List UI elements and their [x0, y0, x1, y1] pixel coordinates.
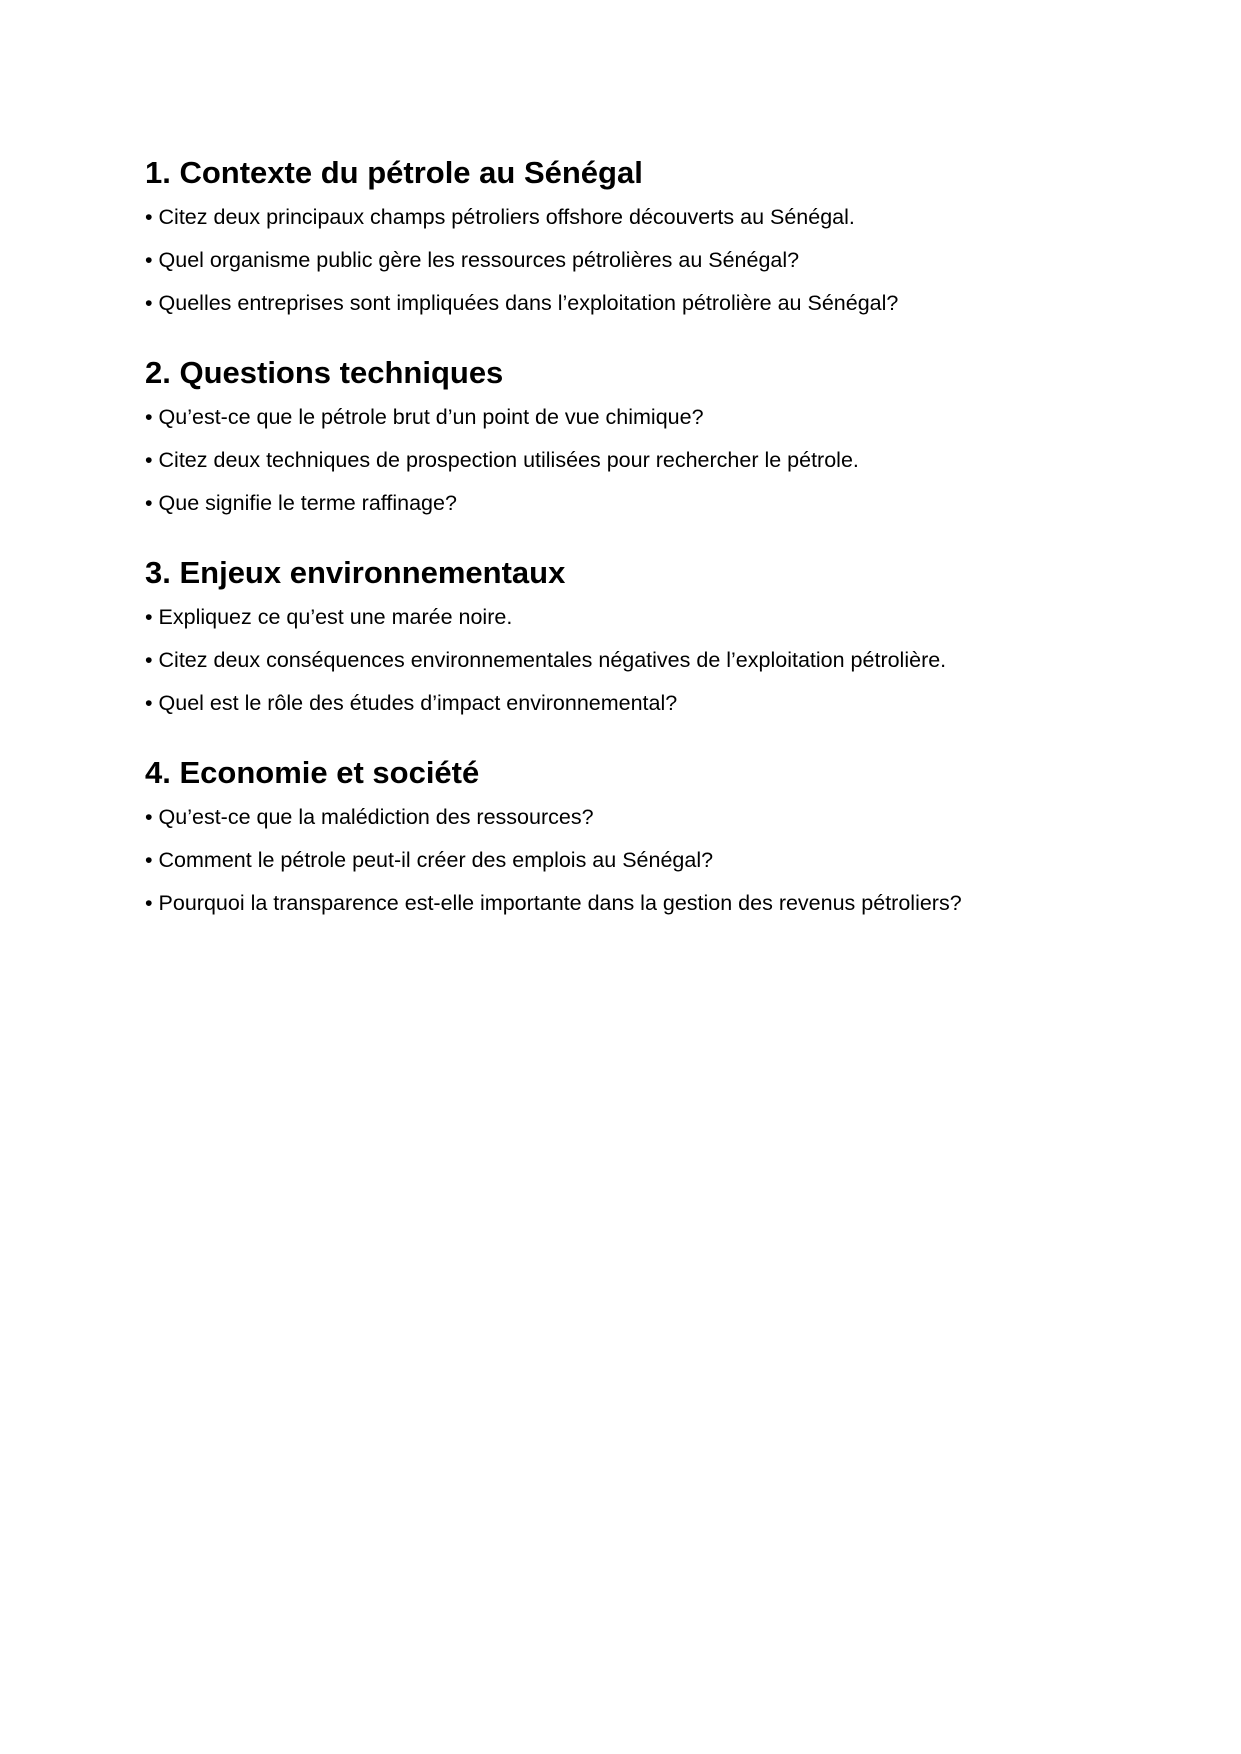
bullet-text: Quel est le rôle des études d’impact environnemental? [158, 691, 678, 715]
bullet-item [145, 491, 1096, 516]
bullet-text: Quelles entreprises sont impliquées dans l’exploitation pétrolière au Sénégal? [158, 291, 899, 315]
section-heading: 2. Questions techniques [145, 355, 504, 390]
section-contexte-petrole [145, 155, 1096, 316]
bullet-item [145, 848, 1096, 873]
bullet-marker: • [145, 205, 153, 229]
bullet-item [145, 805, 1096, 830]
section-economie-societe [145, 755, 1096, 916]
bullet-text: Citez deux techniques de prospection utilisées pour rechercher le pétrole. [158, 448, 859, 472]
bullet-text: Que signifie le terme raffinage? [158, 491, 457, 515]
bullet-marker: • [145, 448, 153, 472]
bullet-item [145, 448, 1096, 473]
section-heading: 1. Contexte du pétrole au Sénégal [145, 155, 643, 190]
bullet-item [145, 248, 1096, 273]
bullet-item [145, 405, 1096, 430]
bullet-item [145, 291, 1096, 316]
bullet-marker: • [145, 848, 153, 872]
bullet-marker: • [145, 648, 153, 672]
bullet-item [145, 648, 1096, 673]
bullet-marker: • [145, 248, 153, 272]
bullet-text: Pourquoi la transparence est-elle importante dans la gestion des revenus pétroliers? [158, 891, 962, 915]
bullet-text: Citez deux principaux champs pétroliers offshore découverts au Sénégal. [158, 205, 855, 229]
section-questions-techniques [145, 355, 1096, 516]
bullet-text: Comment le pétrole peut-il créer des emplois au Sénégal? [158, 848, 714, 872]
bullet-text: Quel organisme public gère les ressources pétrolières au Sénégal? [158, 248, 800, 272]
bullet-marker: • [145, 405, 153, 429]
bullet-item [145, 205, 1096, 230]
bullet-text: Expliquez ce qu’est une marée noire. [158, 605, 513, 629]
bullet-marker: • [145, 691, 153, 715]
bullet-marker: • [145, 491, 153, 515]
bullet-item [145, 605, 1096, 630]
bullet-text: Qu’est-ce que la malédiction des ressources? [158, 805, 594, 829]
bullet-marker: • [145, 291, 153, 315]
bullet-item [145, 891, 1096, 916]
section-enjeux-environnementaux [145, 555, 1096, 716]
bullet-text: Citez deux conséquences environnementales négatives de l’exploitation pétrolière. [158, 648, 947, 672]
bullet-marker: • [145, 805, 153, 829]
bullet-text: Qu’est-ce que le pétrole brut d’un point de vue chimique? [158, 405, 704, 429]
bullet-marker: • [145, 605, 153, 629]
bullet-marker: • [145, 891, 153, 915]
section-heading: 3. Enjeux environnementaux [145, 555, 566, 590]
section-heading: 4. Economie et société [145, 755, 480, 790]
bullet-item [145, 691, 1096, 716]
